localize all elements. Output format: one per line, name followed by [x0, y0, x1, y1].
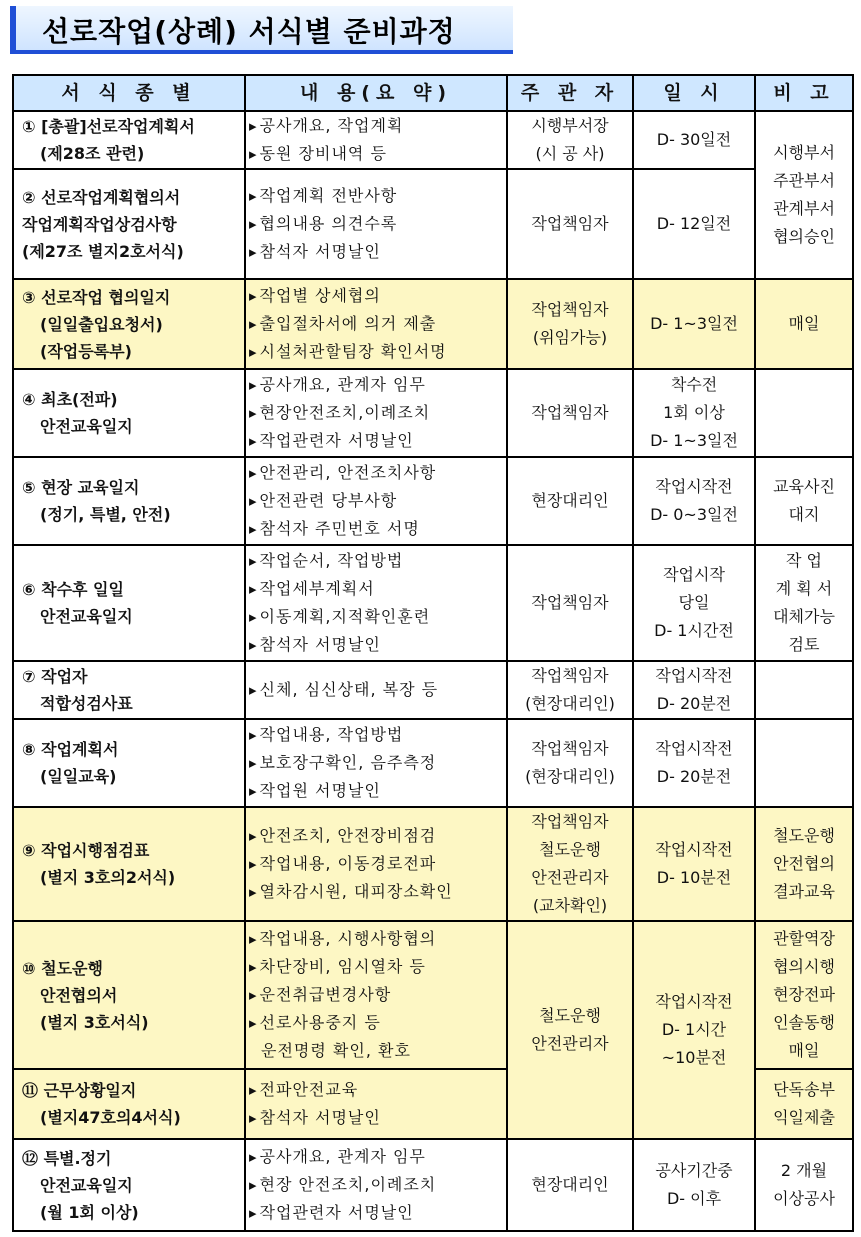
owner-text: 시행부서장	[531, 116, 609, 135]
time-text: 공사기간중	[655, 1161, 733, 1180]
form-ref: (별지 3호의2서식)	[40, 868, 176, 887]
time-cell	[633, 921, 755, 1139]
owner-text: 작업책임자	[531, 300, 609, 319]
time-text: 1회 이상	[663, 403, 725, 422]
owner-cell	[507, 545, 633, 661]
form-name: 작업계획작업상검사항	[22, 214, 177, 234]
form-name-cell	[13, 1069, 245, 1139]
form-ref: (월 1회 이상)	[40, 1202, 139, 1222]
time-text: D- 1시간전	[654, 621, 734, 640]
note-text: 익일제출	[773, 1108, 835, 1127]
content-item-continued: 운전명령 확인, 환호	[261, 1041, 411, 1060]
table-row	[13, 1139, 853, 1231]
time-text: D- 이후	[666, 1189, 722, 1208]
time-cell	[633, 1139, 755, 1231]
note-cell	[755, 807, 853, 921]
time-text: 착수전	[670, 375, 718, 394]
content-item: ▸ 신체, 심신상태, 복장 등	[249, 676, 503, 704]
form-name: ④ 최초(전파)	[22, 390, 118, 409]
content-item: ▸ 참석자 서명날인	[249, 238, 503, 266]
note-text: 작 업	[786, 551, 822, 570]
content-cell	[245, 457, 507, 545]
time-text: 작업시작전	[655, 477, 733, 496]
form-name-cell	[13, 111, 245, 169]
content-item: ▸ 작업내용, 이동경로전파	[249, 850, 503, 878]
form-ref: (제28조 관련)	[40, 144, 145, 163]
content-item: ▸ 협의내용 의견수록	[249, 210, 503, 238]
content-cell	[245, 921, 507, 1069]
table-row	[13, 457, 853, 545]
header-content: 내 용(요 약)	[245, 75, 507, 111]
content-item: ▸ 차단장비, 임시열차 등	[249, 953, 503, 981]
note-cell	[755, 1139, 853, 1231]
time-text: ~10분전	[661, 1048, 727, 1067]
note-text: 검토	[788, 635, 820, 654]
content-item: ▸ 안전관련 당부사항	[249, 487, 503, 515]
owner-cell	[507, 807, 633, 921]
note-cell	[755, 111, 853, 279]
content-cell	[245, 545, 507, 661]
table-row	[13, 807, 853, 921]
owner-text: 작업책임자	[531, 739, 609, 758]
owner-text: (현장대리인)	[525, 694, 615, 713]
note-text: 시행부서	[773, 143, 835, 162]
owner-text: 안전관리자	[531, 1034, 609, 1053]
header-form-type: 서 식 종 별	[13, 75, 245, 111]
time-text: D- 1시간	[661, 1020, 727, 1039]
note-text: 협의승인	[773, 227, 835, 246]
owner-text: 현장대리인	[531, 491, 609, 510]
form-name: ⑤ 현장 교육일지	[22, 478, 140, 497]
form-name: ⑫ 특별.정기	[22, 1148, 112, 1168]
form-ref: (별지 3호서식)	[40, 1012, 149, 1032]
form-name-cell	[13, 807, 245, 921]
content-cell	[245, 661, 507, 719]
time-text: D- 10분전	[656, 868, 732, 887]
table-row	[13, 719, 853, 807]
time-text: D- 0~3일전	[650, 505, 738, 524]
time-text: 당일	[678, 593, 710, 612]
time-text: D- 1~3일전	[650, 431, 738, 450]
form-name: ③ 선로작업 협의일지	[22, 287, 171, 307]
time-text: 작업시작전	[655, 739, 733, 758]
header-note: 비 고	[755, 75, 853, 111]
note-cell	[755, 661, 853, 719]
content-item: ▸ 출입절차서에 의거 제출	[249, 310, 503, 338]
content-item: ▸ 작업원 서명날인	[249, 777, 503, 805]
content-item: ▸ 참석자 서명날인	[249, 1104, 503, 1132]
time-cell	[633, 719, 755, 807]
note-text: 철도운행	[773, 826, 835, 845]
note-cell	[755, 921, 853, 1069]
content-cell	[245, 169, 507, 279]
content-item: ▸ 운전취급변경사항	[249, 981, 503, 1009]
table-row	[13, 111, 853, 169]
content-item: ▸ 작업계획 전반사항	[249, 182, 503, 210]
content-item: ▸ 참석자 주민번호 서명	[249, 515, 503, 543]
content-item: ▸ 참석자 서명날인	[249, 631, 503, 659]
owner-text: 작업책임자	[531, 666, 609, 685]
owner-text: (교차확인)	[532, 896, 608, 915]
form-name-cell	[13, 169, 245, 279]
time-text: 작업시작전	[655, 992, 733, 1011]
time-text: 작업시작전	[655, 666, 733, 685]
table-row	[13, 169, 853, 279]
form-name: 안전교육일지	[40, 417, 133, 436]
time-text: D- 1~3일전	[650, 314, 738, 333]
owner-text: 철도운행	[539, 840, 601, 859]
owner-text: 작업책임자	[531, 593, 609, 612]
owner-text: 작업책임자	[531, 403, 609, 422]
content-cell	[245, 1139, 507, 1231]
header-time: 일 시	[633, 75, 755, 111]
note-text: 관할역장	[773, 929, 835, 948]
note-cell	[755, 1069, 853, 1139]
note-cell	[755, 369, 853, 457]
time-cell	[633, 169, 755, 279]
time-cell	[633, 807, 755, 921]
time-text: D- 12일전	[656, 214, 732, 233]
table-header-row	[13, 75, 853, 111]
note-text: 협의시행	[773, 957, 835, 976]
form-name-cell	[13, 545, 245, 661]
content-item: ▸ 작업내용, 작업방법	[249, 721, 503, 749]
title-banner	[10, 6, 513, 54]
content-cell	[245, 111, 507, 169]
time-text: 작업시작전	[655, 840, 733, 859]
form-name-cell	[13, 369, 245, 457]
form-name: ⑥ 착수후 일일	[22, 580, 124, 599]
owner-cell	[507, 661, 633, 719]
content-item: ▸ 작업관련자 서명날인	[249, 1199, 503, 1227]
content-item: ▸ 보호장구확인, 음주측정	[249, 749, 503, 777]
content-item: ▸ 안전조치, 안전장비점검	[249, 822, 503, 850]
form-ref: (별지47호의4서식)	[40, 1108, 181, 1127]
form-name: ② 선로작업계획협의서	[22, 187, 181, 207]
content-item: ▸ 작업관련자 서명날인	[249, 427, 503, 455]
note-text: 계 획 서	[775, 579, 833, 598]
content-item: ▸ 선로사용중지 등	[249, 1009, 503, 1037]
header-owner: 주 관 자	[507, 75, 633, 111]
note-text: 단독송부	[773, 1080, 835, 1099]
content-cell	[245, 369, 507, 457]
content-item: ▸ 공사개요, 관계자 임무	[249, 371, 503, 399]
note-text: 관계부서	[773, 199, 835, 218]
owner-text: 작업책임자	[531, 214, 609, 233]
note-text: 대지	[788, 505, 820, 524]
content-item: ▸ 작업별 상세협의	[249, 282, 503, 310]
time-text: D- 20분전	[656, 767, 732, 786]
note-text: 인솔동행	[773, 1013, 835, 1032]
note-cell	[755, 457, 853, 545]
owner-cell	[507, 921, 633, 1139]
note-cell	[755, 719, 853, 807]
form-name-cell	[13, 457, 245, 545]
note-text: 결과교육	[773, 882, 835, 901]
content-item: ▸ 현장안전조치,이례조치	[249, 399, 503, 427]
note-text: 이상공사	[773, 1189, 835, 1208]
form-name-cell	[13, 279, 245, 369]
content-cell	[245, 279, 507, 369]
content-cell	[245, 719, 507, 807]
content-item: ▸ 열차감시원, 대피장소확인	[249, 878, 503, 906]
form-name: ① [총괄]선로작업계획서	[22, 117, 195, 136]
content-item: ▸ 이동계획,지적확인훈련	[249, 603, 503, 631]
note-cell	[755, 545, 853, 661]
content-cell	[245, 1069, 507, 1139]
form-name: ⑦ 작업자	[22, 667, 88, 686]
note-text: 현장전파	[773, 985, 835, 1004]
table-row	[13, 545, 853, 661]
owner-text: 철도운행	[539, 1006, 601, 1025]
content-item: ▸ 현장 안전조치,이례조치	[249, 1171, 503, 1199]
owner-cell	[507, 169, 633, 279]
note-text: 교육사진	[773, 477, 835, 496]
content-item: ▸ 작업세부계획서	[249, 575, 503, 603]
note-text: 대체가능	[773, 607, 835, 626]
form-ref: (제27조 별지2호서식)	[22, 241, 184, 261]
form-ref: (일일출입요청서)	[40, 314, 163, 334]
content-item: ▸ 시설처관할팀장 확인서명	[249, 338, 503, 366]
form-name: ⑩ 철도운행	[22, 958, 103, 978]
form-name: 적합성검사표	[40, 694, 133, 713]
time-cell	[633, 369, 755, 457]
note-text: 주관부서	[773, 171, 835, 190]
note-text: 2 개월	[780, 1161, 828, 1180]
page-title: 선로작업(상례) 서식별 준비과정	[42, 15, 456, 48]
form-name: 안전교육일지	[40, 1175, 133, 1195]
table-row	[13, 661, 853, 719]
owner-text: (현장대리인)	[525, 767, 615, 786]
form-name: 안전교육일지	[40, 607, 133, 626]
time-cell	[633, 111, 755, 169]
table-row	[13, 279, 853, 369]
note-text: 매일	[788, 314, 820, 333]
owner-cell	[507, 457, 633, 545]
content-item: ▸ 안전관리, 안전조치사항	[249, 459, 503, 487]
owner-text: (위임가능)	[532, 328, 608, 347]
owner-cell	[507, 111, 633, 169]
owner-cell	[507, 719, 633, 807]
owner-text: 안전관리자	[531, 868, 609, 887]
form-name-cell	[13, 661, 245, 719]
note-text: 안전협의	[773, 854, 835, 873]
form-prep-table	[12, 74, 854, 1232]
note-cell	[755, 279, 853, 369]
content-item: ▸ 전파안전교육	[249, 1076, 503, 1104]
form-name: ⑧ 작업계획서	[22, 740, 119, 759]
content-item: ▸ 공사개요, 작업계획	[249, 112, 503, 140]
time-text: D- 30일전	[656, 130, 732, 149]
form-name-cell	[13, 1139, 245, 1231]
content-item: ▸ 공사개요, 관계자 임무	[249, 1143, 503, 1171]
owner-cell	[507, 369, 633, 457]
form-name-cell	[13, 719, 245, 807]
form-name: ⑪ 근무상황일지	[22, 1081, 137, 1100]
note-text: 매일	[788, 1041, 820, 1060]
form-name-cell	[13, 921, 245, 1069]
content-item: ▸ 동원 장비내역 등	[249, 140, 503, 168]
form-name: ⑨ 작업시행점검표	[22, 841, 150, 860]
owner-text: (시 공 사)	[535, 144, 605, 163]
table-row	[13, 369, 853, 457]
owner-text: 현장대리인	[531, 1175, 609, 1194]
content-item: ▸ 작업순서, 작업방법	[249, 547, 503, 575]
form-ref: (정기, 특별, 안전)	[40, 505, 171, 524]
form-name: 안전협의서	[40, 985, 118, 1005]
time-cell	[633, 661, 755, 719]
time-cell	[633, 545, 755, 661]
owner-cell	[507, 1139, 633, 1231]
owner-cell	[507, 279, 633, 369]
owner-text: 작업책임자	[531, 812, 609, 831]
form-ref: (일일교육)	[40, 767, 117, 786]
table-row	[13, 921, 853, 1069]
content-item: ▸ 작업내용, 시행사항협의	[249, 925, 503, 953]
content-cell	[245, 807, 507, 921]
time-cell	[633, 279, 755, 369]
time-cell	[633, 457, 755, 545]
time-text: 작업시작	[663, 565, 725, 584]
time-text: D- 20분전	[656, 694, 732, 713]
form-ref: (작업등록부)	[40, 341, 132, 361]
